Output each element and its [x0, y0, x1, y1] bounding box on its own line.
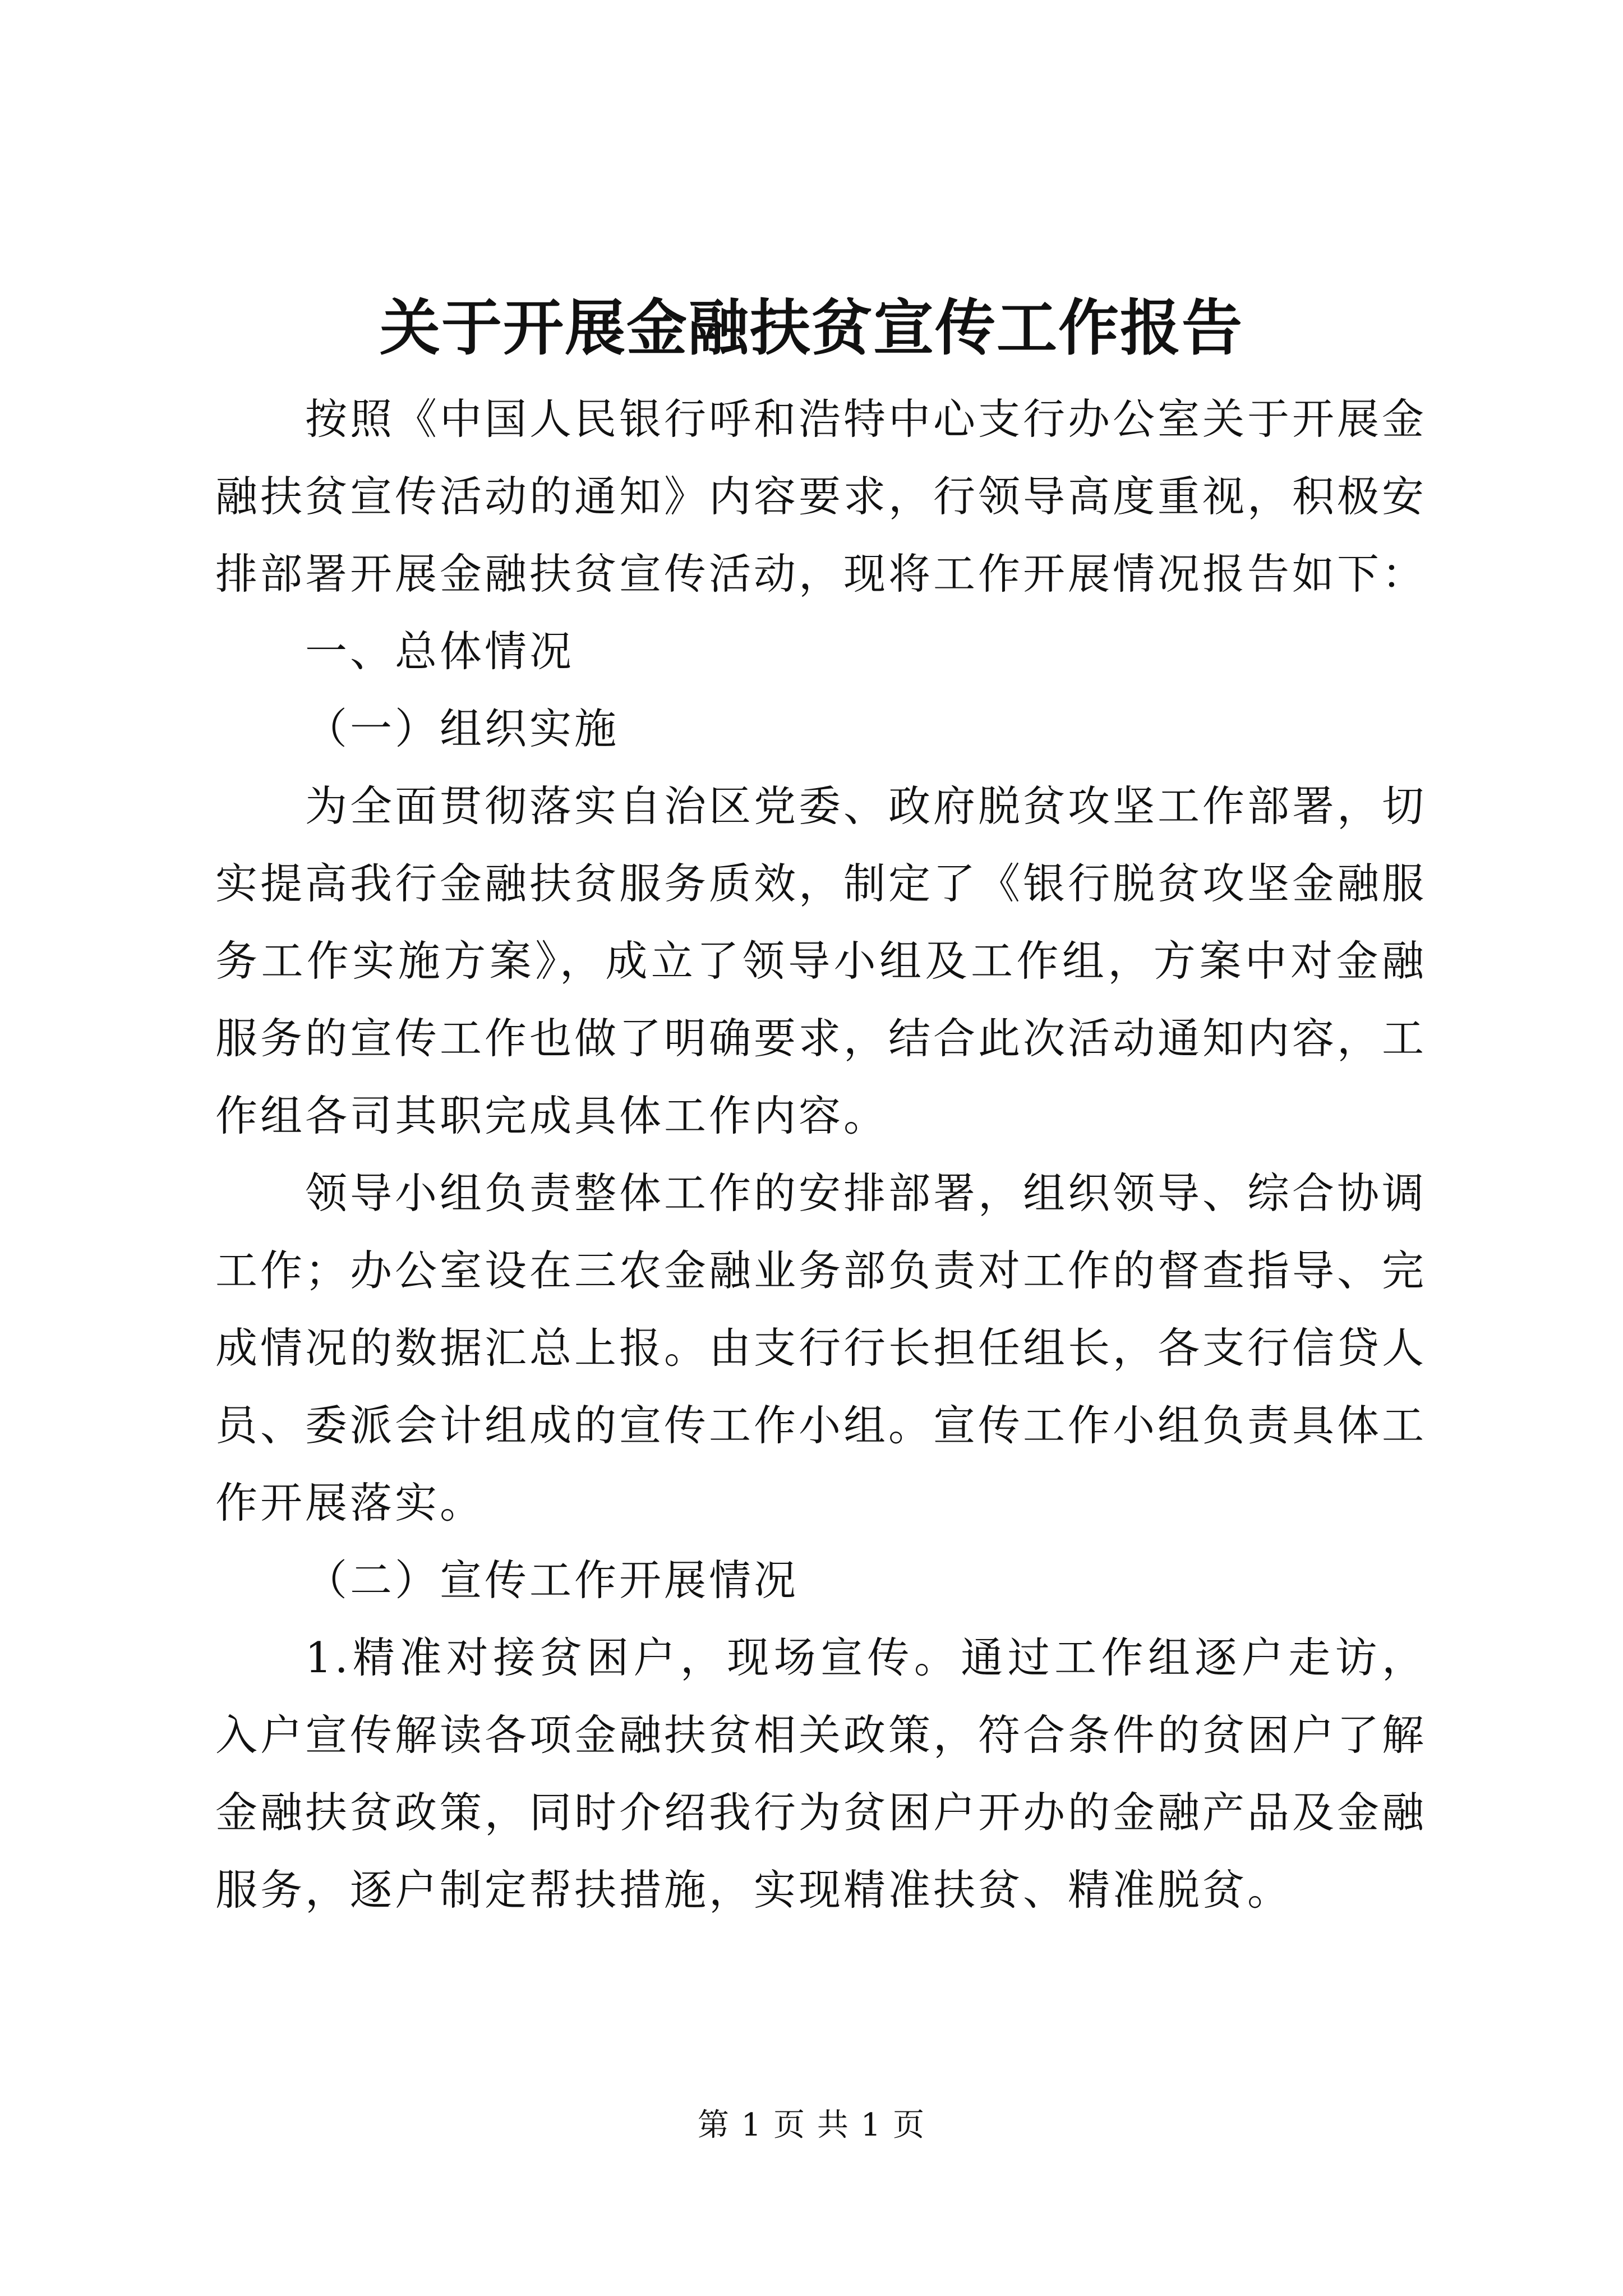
document-title: 关于开展金融扶贫宣传工作报告 [379, 293, 1243, 364]
page-footer: 第 1 页 共 1 页 [697, 2107, 926, 2143]
intro-paragraph: 按照《中国人民银行呼和浩特中心支行办公室关于开展金融扶贫宣传活动的通知》内容要求，行领导高度重视，积极安排部署开展金融扶贫宣传活动，现将工作开展情况报告如下： [215, 394, 1427, 599]
leadership-paragraph: 领导小组负责整体工作的安排部署，组织领导、综合协调工作；办公室设在三农金融业务部负责对工作的督查指导、完成情况的数据汇总上报。由支行行长担任组长，各支行信贷人员、委派会计组成的宣传工作小组。宣传工作小组负责具体工作开展落实。 [215, 1168, 1427, 1527]
document-body [215, 380, 1427, 1929]
subsection-heading-publicity: （二）宣传工作开展情况 [305, 1556, 799, 1605]
section-heading-overall: 一、总体情况 [305, 627, 575, 676]
organization-paragraph: 为全面贯彻落实自治区党委、政府脱贫攻坚工作部署，切实提高我行金融扶贫服务质效，制定了《银行脱贫攻坚金融服务工作实施方案》，成立了领导小组及工作组，方案中对金融服务的宣传工作也做了明确要求，结合此次活动通知内容，工作组各司其职完成具体工作内容。 [215, 781, 1427, 1140]
publicity-item-1-paragraph: 1.精准对接贫困户，现场宣传。通过工作组逐户走访，入户宣传解读各项金融扶贫相关政策，符合条件的贫困户了解金融扶贫政策，同时介绍我行为贫困户开办的金融产品及金融服务，逐户制定帮扶措施，实现精准扶贫、精准脱贫。 [215, 1633, 1427, 1915]
subsection-heading-organization: （一）组织实施 [305, 704, 620, 753]
